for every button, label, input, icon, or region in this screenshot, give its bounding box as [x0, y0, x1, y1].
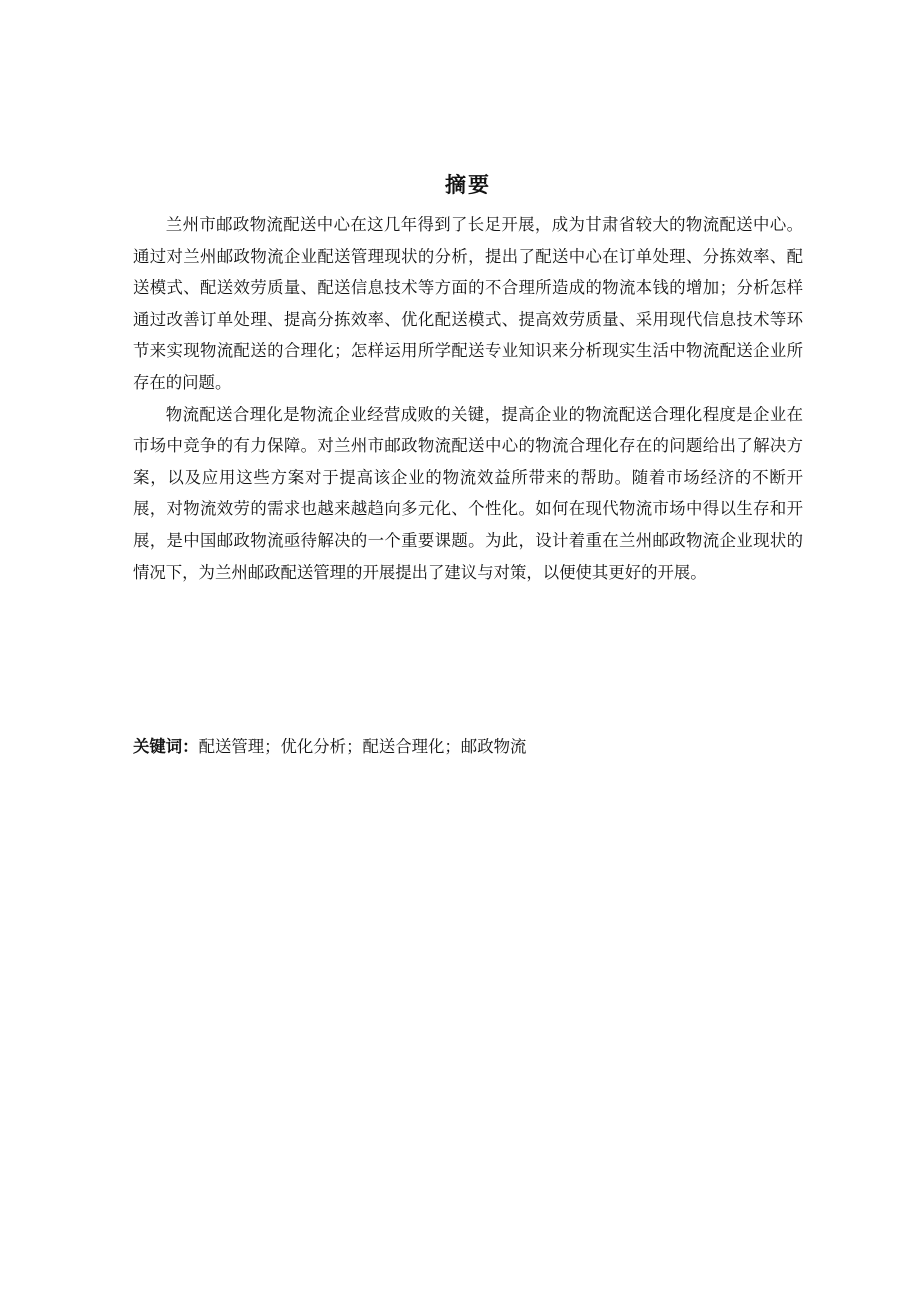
- abstract-paragraph-1: 兰州市邮政物流配送中心在这几年得到了长足开展，成为甘肃省较大的物流配送中心。通过对兰州邮政物流企业配送管理现状的分析，提出了配送中心在订单处理、分拣效率、配送模式、配送效劳质量、配送信息技术等方面的不合理所造成的物流本钱的增加；分析怎样通过改善订单处理、提高分拣效率、优化配送模式、提高效劳质量、采用现代信息技术等环节来实现物流配送的合理化；怎样运用所学配送专业知识来分析现实生活中物流配送企业所存在的问题。: [133, 215, 803, 392]
- keywords-label: 关键词：: [133, 737, 199, 756]
- keywords-line: [133, 732, 803, 762]
- keywords-text: 配送管理；优化分析；配送合理化；邮政物流: [198, 737, 527, 756]
- abstract-body: [133, 209, 803, 588]
- abstract-paragraph-2: 物流配送合理化是物流企业经营成败的关键，提高企业的物流配送合理化程度是企业在市场中竞争的有力保障。对兰州市邮政物流配送中心的物流合理化存在的问题给出了解决方案，以及应用这些方案对于提高该企业的物流效益所带来的帮助。随着市场经济的不断开展，对物流效劳的需求也越来越趋向多元化、个性化。如何在现代物流市场中得以生存和开展，是中国邮政物流亟待解决的一个重要课题。为此，设计着重在兰州邮政物流企业现状的情况下，为兰州邮政配送管理的开展提出了建议与对策，以便使其更好的开展。: [133, 404, 803, 582]
- abstract-title: 摘要: [445, 173, 491, 197]
